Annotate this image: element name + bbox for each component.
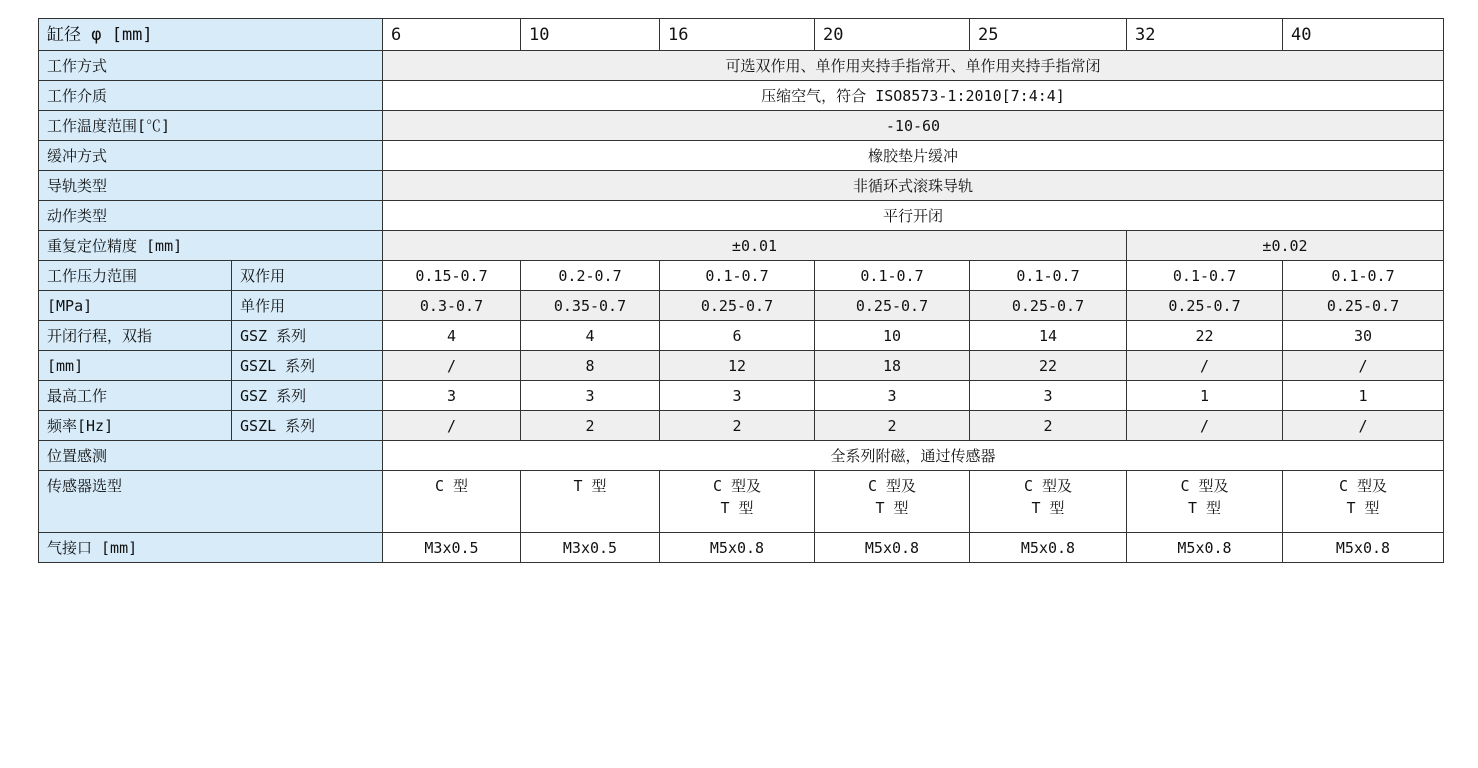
sensor-value — [970, 471, 1127, 533]
stroke-gsz-value: 22 — [1127, 321, 1283, 351]
stroke-gszl-value: 8 — [521, 351, 660, 381]
pressure-double-value: 0.15-0.7 — [383, 261, 521, 291]
guide-row — [39, 171, 1444, 201]
guide-label: 导轨类型 — [39, 171, 383, 201]
pressure-double-value: 0.1-0.7 — [660, 261, 815, 291]
stroke-gsz-value: 14 — [970, 321, 1127, 351]
pressure-double-value: 0.2-0.7 — [521, 261, 660, 291]
pressure-double-value: 0.1-0.7 — [815, 261, 970, 291]
stroke-gszl-row — [39, 351, 1444, 381]
bore-size-label: 缸径 φ [mm] — [39, 19, 383, 51]
frequency-label-line2: 频率[Hz] — [39, 411, 232, 441]
pressure-single-value: 0.25-0.7 — [1283, 291, 1444, 321]
stroke-label-line1: 开闭行程，双指 — [39, 321, 232, 351]
repeatability-label: 重复定位精度 [mm] — [39, 231, 383, 261]
sensor-value-line1: C 型及 — [1338, 477, 1388, 495]
stroke-gsz-value: 10 — [815, 321, 970, 351]
bore-size-value: 32 — [1127, 19, 1283, 51]
port-value: M3x0.5 — [383, 533, 521, 563]
bore-size-value: 20 — [815, 19, 970, 51]
position-sensing-value: 全系列附磁，通过传感器 — [383, 441, 1444, 471]
bore-size-value: 16 — [660, 19, 815, 51]
stroke-gszl-value: 12 — [660, 351, 815, 381]
port-value: M5x0.8 — [970, 533, 1127, 563]
frequency-gszl-value: / — [1283, 411, 1444, 441]
pressure-single-value: 0.25-0.7 — [660, 291, 815, 321]
repeatability-large-value: ±0.02 — [1127, 231, 1444, 261]
temperature-label: 工作温度范围[℃] — [39, 111, 383, 141]
frequency-gszl-value: / — [383, 411, 521, 441]
repeatability-small-value: ±0.01 — [383, 231, 1127, 261]
pressure-double-value: 0.1-0.7 — [970, 261, 1127, 291]
port-value: M5x0.8 — [660, 533, 815, 563]
port-value: M5x0.8 — [815, 533, 970, 563]
pressure-single-value: 0.25-0.7 — [970, 291, 1127, 321]
medium-label: 工作介质 — [39, 81, 383, 111]
pressure-double-row — [39, 261, 1444, 291]
frequency-gszl-value: 2 — [815, 411, 970, 441]
medium-value: 压缩空气，符合 ISO8573-1:2010[7:4:4] — [383, 81, 1444, 111]
sensor-value-line1: T 型 — [573, 477, 607, 495]
frequency-gsz-value: 3 — [660, 381, 815, 411]
motion-label: 动作类型 — [39, 201, 383, 231]
port-value: M5x0.8 — [1127, 533, 1283, 563]
motion-value: 平行开闭 — [383, 201, 1444, 231]
frequency-gszl-label: GSZL 系列 — [232, 411, 383, 441]
frequency-gsz-label: GSZ 系列 — [232, 381, 383, 411]
repeatability-row — [39, 231, 1444, 261]
sensor-value-line2: T 型 — [1187, 499, 1222, 517]
pressure-single-value: 0.35-0.7 — [521, 291, 660, 321]
stroke-gszl-value: / — [1283, 351, 1444, 381]
port-label: 气接口 [mm] — [39, 533, 383, 563]
frequency-gszl-value: / — [1127, 411, 1283, 441]
frequency-gsz-value: 3 — [815, 381, 970, 411]
pressure-single-row — [39, 291, 1444, 321]
stroke-gsz-value: 4 — [521, 321, 660, 351]
stroke-gszl-value: / — [1127, 351, 1283, 381]
pressure-double-label: 双作用 — [232, 261, 383, 291]
pressure-single-label: 单作用 — [232, 291, 383, 321]
pressure-single-value: 0.25-0.7 — [815, 291, 970, 321]
pressure-single-value: 0.25-0.7 — [1127, 291, 1283, 321]
sensor-value-line1: C 型及 — [712, 477, 762, 495]
bore-size-value: 10 — [521, 19, 660, 51]
sensor-value-line2: T 型 — [1346, 499, 1380, 517]
sensor-value — [660, 471, 815, 533]
operation-mode-label: 工作方式 — [39, 51, 383, 81]
pressure-double-value: 0.1-0.7 — [1127, 261, 1283, 291]
sensor-value-line1: C 型及 — [1180, 477, 1229, 495]
bore-size-value: 40 — [1283, 19, 1444, 51]
operation-mode-value: 可选双作用、单作用夹持手指常开、单作用夹持手指常闭 — [383, 51, 1444, 81]
stroke-gsz-value: 4 — [383, 321, 521, 351]
frequency-gsz-value: 3 — [970, 381, 1127, 411]
frequency-gszl-value: 2 — [970, 411, 1127, 441]
frequency-gszl-value: 2 — [660, 411, 815, 441]
stroke-gsz-value: 30 — [1283, 321, 1444, 351]
sensor-row — [39, 471, 1444, 533]
sensor-value — [1283, 471, 1444, 533]
position-sensing-row — [39, 441, 1444, 471]
sensor-value-line2: T 型 — [875, 499, 909, 517]
frequency-label-line1: 最高工作 — [39, 381, 232, 411]
frequency-gsz-value: 1 — [1127, 381, 1283, 411]
sensor-label: 传感器选型 — [39, 471, 383, 533]
operation-mode-row — [39, 51, 1444, 81]
cushion-label: 缓冲方式 — [39, 141, 383, 171]
sensor-value-line2: T 型 — [1031, 499, 1065, 517]
port-value: M5x0.8 — [1283, 533, 1444, 563]
pressure-label-line1: 工作压力范围 — [39, 261, 232, 291]
stroke-gsz-value: 6 — [660, 321, 815, 351]
cushion-row — [39, 141, 1444, 171]
sensor-value — [521, 471, 660, 533]
pressure-single-value: 0.3-0.7 — [383, 291, 521, 321]
sensor-value-line2: T 型 — [720, 499, 754, 517]
position-sensing-label: 位置感测 — [39, 441, 383, 471]
sensor-value — [815, 471, 970, 533]
port-row — [39, 533, 1444, 563]
guide-value: 非循环式滚珠导轨 — [383, 171, 1444, 201]
bore-size-row — [39, 19, 1444, 51]
pressure-double-value: 0.1-0.7 — [1283, 261, 1444, 291]
frequency-gszl-row — [39, 411, 1444, 441]
sensor-value — [1127, 471, 1283, 533]
pressure-label-line2: [MPa] — [39, 291, 232, 321]
stroke-gsz-row — [39, 321, 1444, 351]
stroke-gszl-label: GSZL 系列 — [232, 351, 383, 381]
stroke-gszl-value: / — [383, 351, 521, 381]
sensor-value-line1: C 型及 — [1023, 477, 1073, 495]
medium-row — [39, 81, 1444, 111]
frequency-gsz-value: 3 — [521, 381, 660, 411]
frequency-gsz-row — [39, 381, 1444, 411]
stroke-label-line2: [mm] — [39, 351, 232, 381]
frequency-gszl-value: 2 — [521, 411, 660, 441]
port-value: M3x0.5 — [521, 533, 660, 563]
stroke-gszl-value: 22 — [970, 351, 1127, 381]
frequency-gsz-value: 1 — [1283, 381, 1444, 411]
frequency-gsz-value: 3 — [383, 381, 521, 411]
sensor-value-line1: C 型及 — [867, 477, 917, 495]
temperature-row — [39, 111, 1444, 141]
sensor-value — [383, 471, 521, 533]
stroke-gsz-label: GSZ 系列 — [232, 321, 383, 351]
motion-row — [39, 201, 1444, 231]
bore-size-value: 6 — [383, 19, 521, 51]
temperature-value: -10-60 — [383, 111, 1444, 141]
bore-size-value: 25 — [970, 19, 1127, 51]
stroke-gszl-value: 18 — [815, 351, 970, 381]
sensor-value-line1: C 型 — [434, 477, 469, 495]
spec-table — [38, 18, 1444, 563]
cushion-value: 橡胶垫片缓冲 — [383, 141, 1444, 171]
